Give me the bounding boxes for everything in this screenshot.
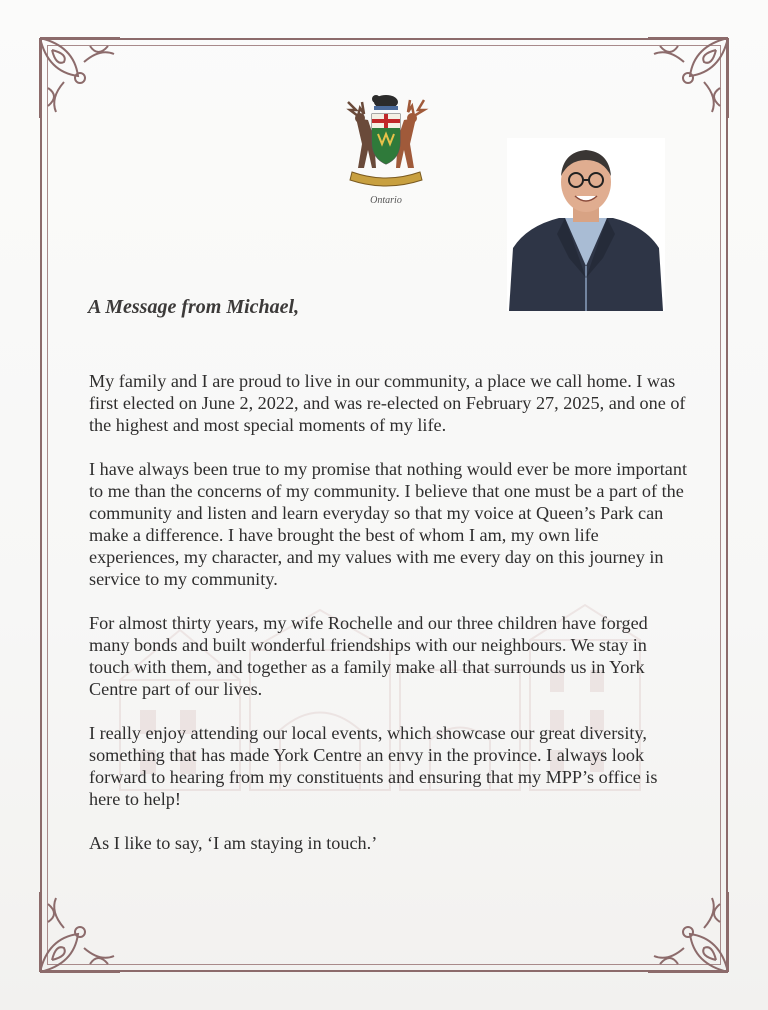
letter-paragraph: I really enjoy attending our local events, which showcase our great diversity, something that has made York Centre an envy in the province. I always look forward to hearing from my constituents and ensuring that my MPP’s office is here to help! [89,723,658,809]
ontario-coat-of-arms-icon [334,88,438,192]
crest-caption: Ontario [370,195,402,206]
letter-paragraph: As I like to say, ‘I am staying in touch.’ [89,833,378,853]
letter-paragraph: For almost thirty years, my wife Rochelle and our three children have forged many bonds and built wonderful friendships with our neighbours. We stay in touch with them, and together as a family make all that surrounds us in York Centre part of our lives. [89,613,648,699]
ornament-corner-bottom-left [34,886,126,978]
letter-paragraph: My family and I are proud to live in our community, a place we call home. I was first elected on June 2, 2022, and was re-elected on February 27, 2025, and one of the highest and most special moments of my life. [89,371,686,435]
portrait-photo [507,138,665,311]
ornament-corner-top-left [34,32,126,124]
letter-paragraph: I have always been true to my promise that nothing would ever be more important to me than the concerns of my community. I believe that one must be a part of the community and listen and learn everyday so that my voice at Queen’s Park can make a difference. I have brought the best of whom I am, my own life experiences, my character, and my values with me every day on this journey in service to my community. [89,459,688,589]
letter-heading: A Message from Michael, [88,296,300,318]
ornament-corner-bottom-right [642,886,734,978]
letter-body [89,370,689,876]
ornament-corner-top-right [642,32,734,124]
